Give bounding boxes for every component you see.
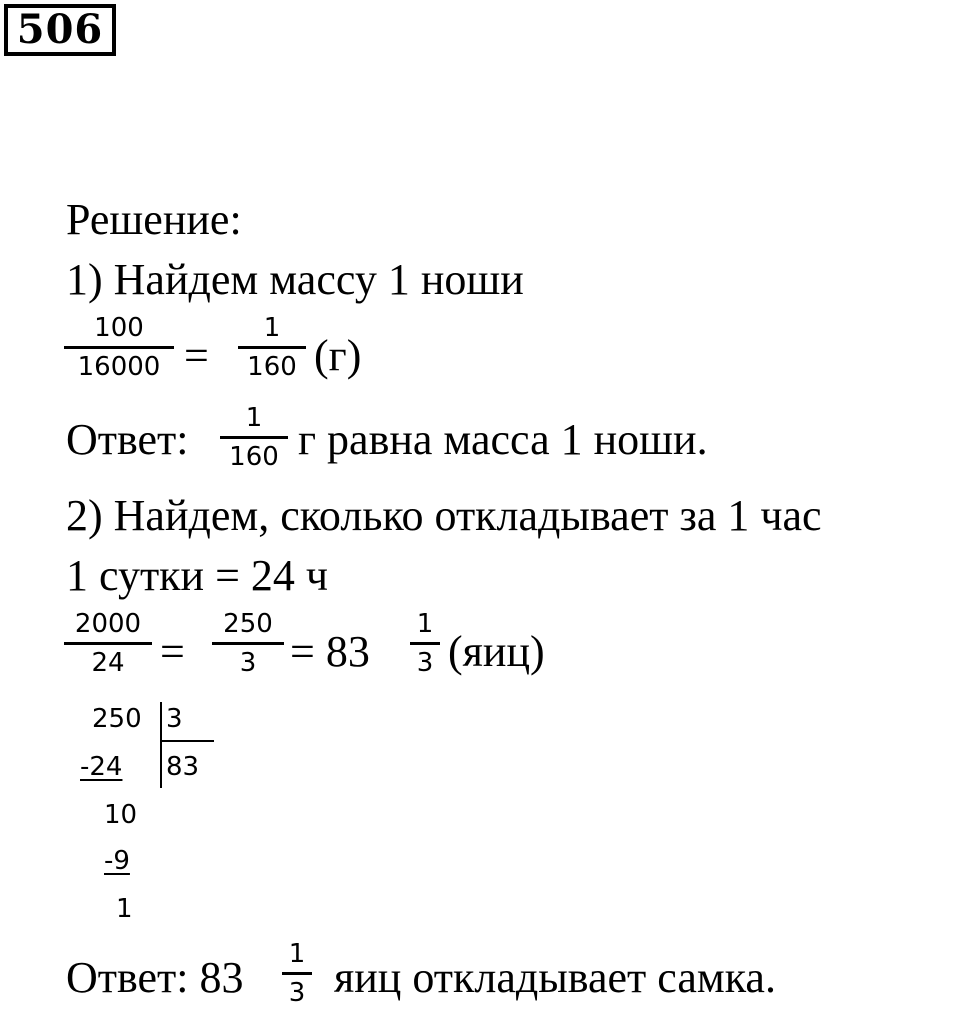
fraction-denominator: 3	[288, 978, 306, 1008]
fraction-denominator: 160	[247, 352, 297, 382]
fraction-numerator: 2000	[74, 609, 142, 639]
step2-fraction-2	[212, 610, 284, 677]
fraction-bar	[64, 346, 174, 349]
fraction-numerator: 250	[223, 609, 273, 639]
fraction-numerator: 100	[94, 313, 144, 343]
final-answer-prefix: Ответ: 83	[66, 953, 244, 1002]
fraction-bar	[238, 346, 306, 349]
division-dividend: 250	[92, 704, 142, 734]
division-quotient: 83	[166, 752, 200, 782]
fraction-denominator: 24	[91, 648, 125, 678]
fraction-bar	[64, 642, 152, 645]
division-vertical-line	[160, 702, 162, 788]
fraction-denominator: 16000	[77, 352, 161, 382]
division-horizontal-line	[160, 740, 214, 742]
equals-sign: =	[160, 627, 185, 676]
final-answer-fraction	[282, 940, 312, 1007]
unit-grams: (г)	[314, 331, 362, 380]
division-divisor: 3	[166, 704, 183, 734]
final-answer-suffix: яиц откладывает самка.	[334, 953, 776, 1002]
fraction-bar	[212, 642, 284, 645]
step2-fact: 1 сутки = 24 ч	[66, 551, 329, 600]
fraction-denominator: 160	[229, 442, 279, 472]
fraction-numerator: 1	[263, 313, 281, 343]
division-remainder-1: 10	[104, 800, 138, 830]
fraction-numerator: 1	[416, 609, 434, 639]
step2-fraction-1	[64, 610, 152, 677]
step1-title: 1) Найдем массу 1 ноши	[66, 255, 524, 304]
problem-number: 506	[4, 4, 116, 56]
fraction-bar	[220, 436, 288, 439]
step1-fraction-2	[238, 314, 306, 381]
division-remainder-2: 1	[116, 894, 133, 924]
equals-sign: =	[184, 331, 209, 380]
fraction-denominator: 3	[416, 648, 434, 678]
equals-whole-part: = 83	[290, 627, 370, 676]
solution-heading: Решение:	[66, 195, 242, 244]
answer-prefix: Ответ:	[66, 415, 189, 464]
fraction-denominator: 3	[239, 648, 257, 678]
fraction-numerator: 1	[245, 403, 263, 433]
division-subtrahend-1: -24	[80, 752, 123, 782]
step2-title: 2) Найдем, сколько откладывает за 1 час	[66, 491, 822, 540]
step1-fraction-1	[64, 314, 174, 381]
step2-fraction-3	[410, 610, 440, 677]
answer-suffix: г равна масса 1 ноши.	[298, 415, 708, 464]
fraction-bar	[282, 972, 312, 975]
unit-eggs: (яиц)	[448, 627, 545, 676]
answer-fraction	[220, 404, 288, 471]
fraction-bar	[410, 642, 440, 645]
division-subtrahend-2: -9	[104, 846, 130, 876]
fraction-numerator: 1	[288, 939, 306, 969]
